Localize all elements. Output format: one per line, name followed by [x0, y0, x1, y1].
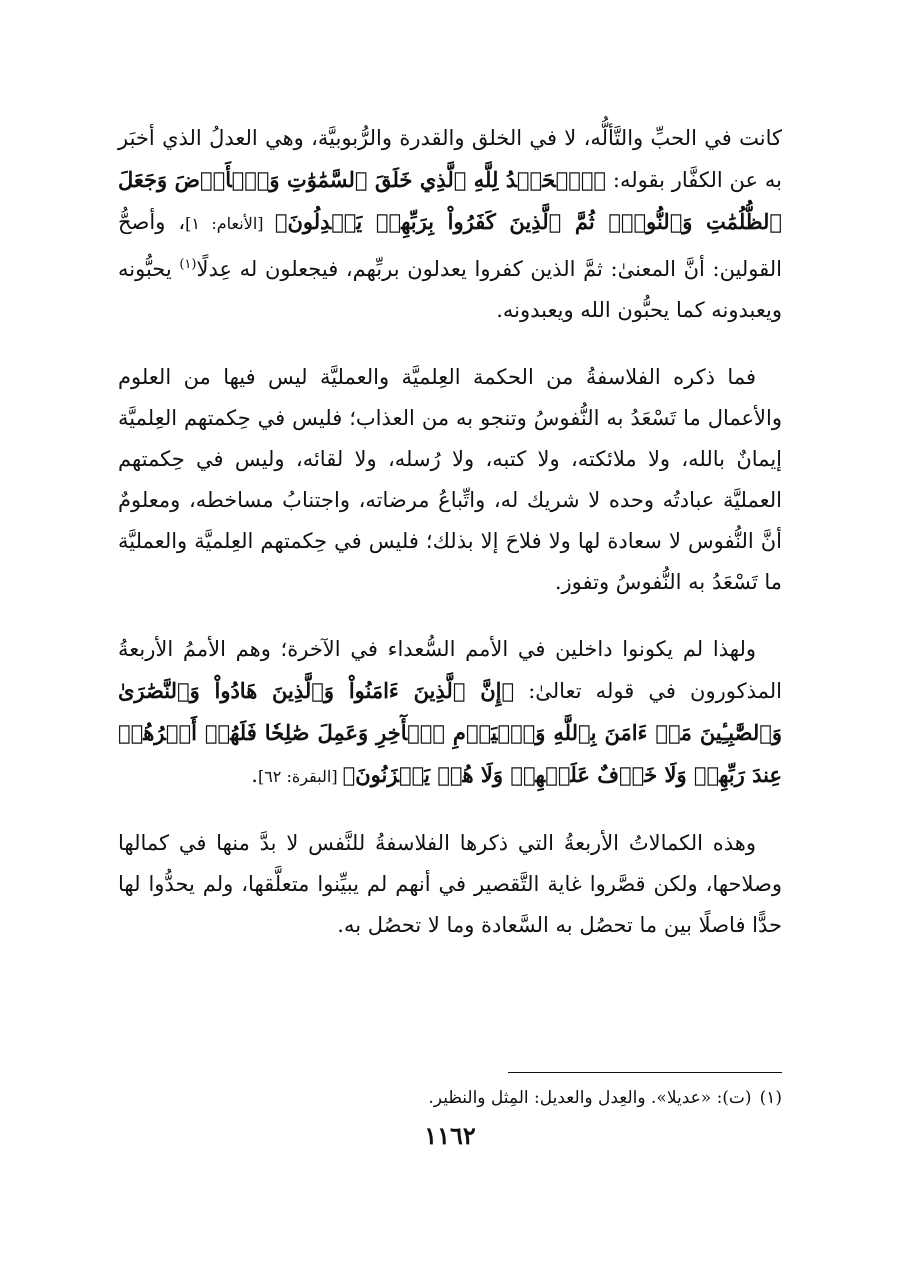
quran-verse-anam: ﴿ٱلۡحَمۡدُ لِلَّهِ ٱلَّذِي خَلَقَ ٱلسَّمَٰوَٰتِ وَٱلۡأَرۡضَ وَجَعَلَ ٱلظُّلُمَٰتِ وَٱلنُّورَۖ ثُمَّ ٱلَّذِينَ كَفَرُواْ بِرَبِّهِمۡ يَعۡدِلُونَ﴾	[118, 167, 782, 234]
footnote-text: (ت): «عديلا». والعِدل والعديل: المِثل والنظير.	[428, 1088, 752, 1108]
paragraph-3-text-a: ولهذا لم يكونوا داخلين في الأمم السُّعداء في الآخرة؛ وهم الأممُ الأربعةُ المذكورون في قوله تعالىٰ:	[118, 637, 782, 703]
footnote	[118, 1083, 782, 1113]
paragraph-3-text-b: .	[251, 763, 258, 787]
verse-reference-anam: [الأنعام: ١]	[185, 214, 275, 233]
footnote-divider	[508, 1072, 782, 1073]
page-number: ١١٦٢	[424, 1121, 476, 1150]
paragraph-1	[118, 118, 782, 331]
footnote-marker: (١)	[179, 257, 197, 272]
verse-reference-baqara: [البقرة: ٦٢]	[257, 767, 343, 786]
quran-verse-baqara: ﴿إِنَّ ٱلَّذِينَ ءَامَنُواْ وَٱلَّذِينَ هَادُواْ وَٱلنَّصَٰرَىٰ وَٱلصَّٰبِـِٔينَ مَنۡ ءَامَنَ بِٱللَّهِ وَٱلۡيَوۡمِ ٱلۡأٓخِرِ وَعَمِلَ صَٰلِحٗا فَلَهُمۡ أَجۡرُهُمۡ عِندَ رَبِّهِمۡ وَلَا خَوۡفٌ عَلَيۡهِمۡ وَلَا هُمۡ يَحۡزَنُونَ﴾	[118, 678, 782, 787]
page-body	[118, 118, 782, 972]
paragraph-3	[118, 629, 782, 797]
paragraph-1-text-a: كانت في الحبِّ والتَّألُّه، لا في الخلق والقدرة والرُّبوبيَّة، وهي العدلُ الذي أخبَر به عن الكفَّار بقوله:	[118, 126, 782, 192]
paragraph-4: وهذه الكمالاتُ الأربعةُ التي ذكرها الفلاسفةُ للنَّفس لا بدَّ منها في كمالها وصلاحها، ولكن قصَّروا غاية التَّقصير في أنهم لم يبيِّنوا متعلَّقها، ولم يحدُّوا لها حدًّا فاصلًا بين ما تحصُل به السَّعادة وما لا تحصُل به.	[118, 831, 782, 937]
paragraph-1-text-b: ، وأصحُّ القولين: أنَّ المعنىٰ: ثمَّ الذين كفروا يعدلون بربِّهم، فيجعلون له عِدلًا	[118, 210, 782, 281]
paragraph-1-text-c: يحبُّونه ويعبدونه كما يحبُّون الله ويعبدونه.	[118, 257, 782, 322]
footnote-number: (١)	[759, 1088, 782, 1108]
paragraph-2: فما ذكره الفلاسفةُ من الحكمة العِلميَّة والعمليَّة ليس فيها من العلوم والأعمال ما تَسْعَدُ به النُّفوسُ وتنجو به من العذاب؛ فليس في حِكمتهم العِلميَّة إيمانٌ بالله، ولا ملائكته، ولا كتبه، ولا رُسله، ولا لقائه، وليس في حِكمتهم العمليَّة عبادتُه وحده لا شريك له، واتِّباعُ مرضاته، واجتنابُ مساخطه، ومعلومٌ أنَّ النُّفوس لا سعادة لها ولا فلاحَ إلا بذلك؛ فليس في حِكمتهم العِلميَّة والعمليَّة ما تَسْعَدُ به النُّفوسُ وتفوز.	[118, 365, 782, 594]
